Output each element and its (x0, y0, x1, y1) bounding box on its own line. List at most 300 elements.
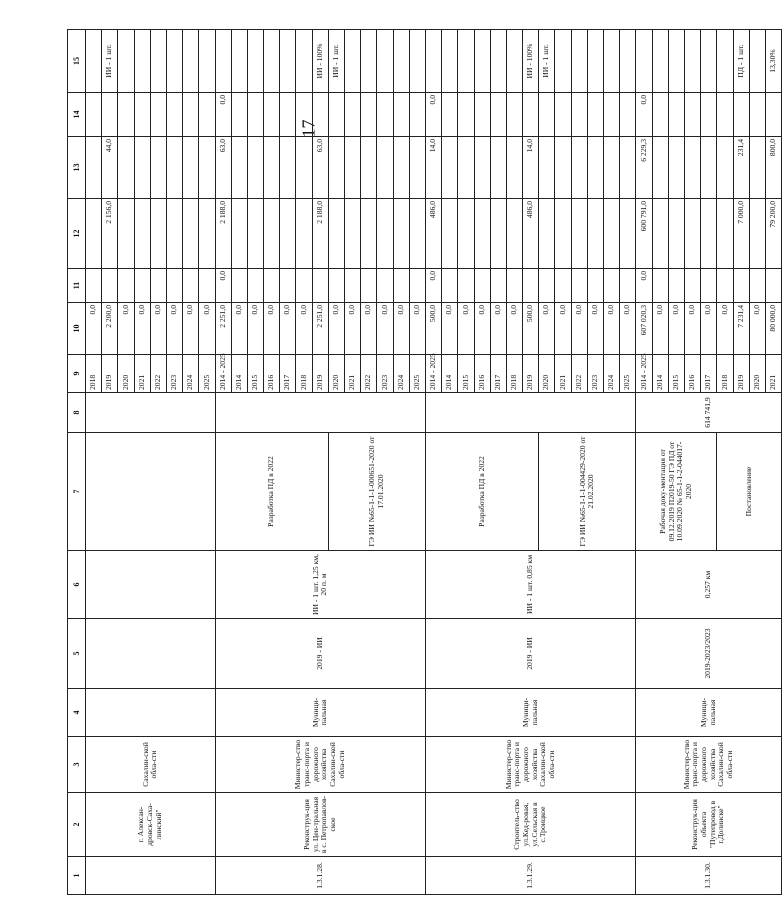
cell-col11 (442, 269, 458, 303)
cell-col14 (539, 93, 555, 137)
cell-year: 2015 (668, 355, 684, 393)
cell-col13 (377, 137, 393, 199)
cell-year: 2018 (506, 355, 522, 393)
cell-col11 (86, 269, 102, 303)
cell-col12 (668, 199, 684, 269)
cell-col11 (166, 269, 182, 303)
cell-col14 (749, 93, 765, 137)
cell-period: 2019 - ИИ (425, 619, 635, 689)
cell-item-number (86, 857, 216, 895)
cell-estimated-cost (215, 393, 425, 433)
cell-col13 (393, 137, 409, 199)
cell-expertise: Постановление (717, 433, 782, 551)
cell-col12 (328, 199, 344, 269)
cell-year: 2024 (604, 355, 620, 393)
cell-period: 2019-2023/2023 (636, 619, 782, 689)
cell-col14: 0,0 (636, 93, 652, 137)
cell-total: 2 200,0 (102, 303, 118, 355)
cell-year: 2014 - 2025 (636, 355, 652, 393)
cell-col12 (345, 199, 361, 269)
cell-total: 0,0 (118, 303, 134, 355)
cell-col14 (393, 93, 409, 137)
cell-year: 2023 (377, 355, 393, 393)
cell-year: 2024 (183, 355, 199, 393)
cell-col12 (587, 199, 603, 269)
cell-col13 (409, 137, 425, 199)
cell-customer: Министер-ство транс-порта и дорожного хозяйства Сахалин-ской обла-сти (425, 737, 635, 793)
cell-col12 (231, 199, 247, 269)
cell-estimated-cost (425, 393, 635, 433)
cell-col14 (199, 93, 215, 137)
cell-year: 2020 (749, 355, 765, 393)
cell-col11 (701, 269, 717, 303)
document-table-frame (67, 30, 778, 895)
cell-year: 2016 (684, 355, 700, 393)
cell-year: 2016 (474, 355, 490, 393)
cell-year: 2014 - 2025 (425, 355, 441, 393)
cell-col13 (361, 137, 377, 199)
cell-result (701, 30, 717, 93)
column-number-13: 13 (68, 137, 86, 199)
cell-col12 (474, 199, 490, 269)
cell-col12 (183, 199, 199, 269)
cell-col12 (409, 199, 425, 269)
cell-period: 2019 - ИИ (215, 619, 425, 689)
cell-col13 (620, 137, 636, 199)
cell-col12 (490, 199, 506, 269)
column-number-12: 12 (68, 199, 86, 269)
column-number-3: 3 (68, 737, 86, 793)
cell-col12 (296, 199, 312, 269)
cell-col11 (312, 269, 328, 303)
column-number-7: 7 (68, 433, 86, 551)
cell-year: 2016 (264, 355, 280, 393)
cell-col12 (604, 199, 620, 269)
cell-result (474, 30, 490, 93)
cell-col11 (555, 269, 571, 303)
cell-col14 (280, 93, 296, 137)
cell-col12 (555, 199, 571, 269)
cell-col14 (684, 93, 700, 137)
cell-col13 (490, 137, 506, 199)
cell-col13 (134, 137, 150, 199)
cell-col14 (474, 93, 490, 137)
cell-col14 (264, 93, 280, 137)
cell-year: 2014 (652, 355, 668, 393)
cell-year: 2019 (312, 355, 328, 393)
cell-col11 (102, 269, 118, 303)
cell-object-name: Реконструк-ция объекта "Путепровод в г.Долинске" (636, 793, 782, 857)
cell-object-name: Реконструк-ция ул. Цен-тральная в с. Петропавлов-ское (215, 793, 425, 857)
cell-total: 0,0 (749, 303, 765, 355)
cell-col14 (442, 93, 458, 137)
cell-year: 2021 (134, 355, 150, 393)
header-row (68, 30, 86, 895)
cell-col14 (506, 93, 522, 137)
cell-col13 (684, 137, 700, 199)
cell-col13 (587, 137, 603, 199)
cell-col13 (296, 137, 312, 199)
cell-col13 (150, 137, 166, 199)
cell-col12: 2 188,0 (215, 199, 231, 269)
cell-col11 (361, 269, 377, 303)
cell-year: 2025 (199, 355, 215, 393)
cell-col11 (733, 269, 749, 303)
cell-total: 0,0 (134, 303, 150, 355)
cell-col12 (458, 199, 474, 269)
cell-total: 0,0 (604, 303, 620, 355)
cell-col11 (296, 269, 312, 303)
cell-col14: 0,0 (215, 93, 231, 137)
column-number-5: 5 (68, 619, 86, 689)
cell-year: 2014 - 2025 (215, 355, 231, 393)
cell-result (393, 30, 409, 93)
cell-result: ИИ - 100% (312, 30, 328, 93)
cell-col14 (377, 93, 393, 137)
cell-col11 (183, 269, 199, 303)
cell-result (425, 30, 441, 93)
cell-col12 (684, 199, 700, 269)
cell-col13: 800,0 (765, 137, 781, 199)
cell-total: 0,0 (442, 303, 458, 355)
cell-col14 (409, 93, 425, 137)
cell-col14 (668, 93, 684, 137)
cell-total: 0,0 (166, 303, 182, 355)
cell-total: 0,0 (393, 303, 409, 355)
cell-col14 (701, 93, 717, 137)
cell-col12 (361, 199, 377, 269)
cell-customer: Сахалин-ской обла-сти (86, 737, 216, 793)
cell-col12: 600 791,0 (636, 199, 652, 269)
cell-total: 0,0 (280, 303, 296, 355)
cell-result (587, 30, 603, 93)
cell-total: 0,0 (458, 303, 474, 355)
cell-col14 (555, 93, 571, 137)
cell-col12 (150, 199, 166, 269)
cell-result (458, 30, 474, 93)
cell-col11 (264, 269, 280, 303)
cell-year: 2025 (620, 355, 636, 393)
cell-result (636, 30, 652, 93)
cell-total: 0,0 (86, 303, 102, 355)
cell-total: 0,0 (199, 303, 215, 355)
column-number-4: 4 (68, 689, 86, 737)
cell-col11: 0,0 (425, 269, 441, 303)
table-row (636, 30, 652, 895)
cell-col12 (118, 199, 134, 269)
cell-result (345, 30, 361, 93)
cell-col11 (280, 269, 296, 303)
cell-col12: 2 188,0 (312, 199, 328, 269)
cell-ownership: Муници-пальная (215, 689, 425, 737)
cell-result (490, 30, 506, 93)
cell-total: 0,0 (620, 303, 636, 355)
cell-year: 2022 (361, 355, 377, 393)
cell-total: 607 020,3 (636, 303, 652, 355)
cell-result (652, 30, 668, 93)
cell-col13: 231,4 (733, 137, 749, 199)
page-number: 17 (298, 119, 319, 138)
cell-ownership: Муници-пальная (636, 689, 782, 737)
cell-col13 (86, 137, 102, 199)
cell-col11 (377, 269, 393, 303)
cell-result (150, 30, 166, 93)
cell-col11 (231, 269, 247, 303)
cell-col13: 44,0 (102, 137, 118, 199)
cell-col13: 6 229,3 (636, 137, 652, 199)
cell-col13 (506, 137, 522, 199)
cell-col14 (523, 93, 539, 137)
cell-col13 (717, 137, 733, 199)
cell-col11 (620, 269, 636, 303)
cell-item-number: 1.3.1.30. (636, 857, 782, 895)
cell-year: 2017 (701, 355, 717, 393)
cell-col11 (409, 269, 425, 303)
cell-result (86, 30, 102, 93)
cell-col14 (733, 93, 749, 137)
cell-col13: 63,0 (312, 137, 328, 199)
cell-col12 (620, 199, 636, 269)
cell-total: 0,0 (668, 303, 684, 355)
cell-year: 2020 (118, 355, 134, 393)
cell-year: 2021 (555, 355, 571, 393)
cell-result: ИИ - 1 шт. (328, 30, 344, 93)
cell-year: 2015 (458, 355, 474, 393)
cell-result (166, 30, 182, 93)
cell-item-number: 1.3.1.28. (215, 857, 425, 895)
cell-year: 2025 (409, 355, 425, 393)
cell-col4 (86, 689, 216, 737)
cell-year: 2020 (539, 355, 555, 393)
cell-col13 (183, 137, 199, 199)
cell-result (199, 30, 215, 93)
cell-col12 (86, 199, 102, 269)
cell-total: 0,0 (474, 303, 490, 355)
column-number-6: 6 (68, 551, 86, 619)
cell-total: 0,0 (684, 303, 700, 355)
cell-col12: 486,0 (523, 199, 539, 269)
cell-total: 0,0 (701, 303, 717, 355)
column-number-10: 10 (68, 303, 86, 355)
cell-col12: 7 000,0 (733, 199, 749, 269)
cell-col13 (474, 137, 490, 199)
cell-col14 (118, 93, 134, 137)
cell-customer: Министер-ство транс-порта и дорожного хозяйства Сахалин-ской обла-сти (636, 737, 782, 793)
cell-col12 (166, 199, 182, 269)
cell-col13 (571, 137, 587, 199)
cell-col14 (345, 93, 361, 137)
cell-result (264, 30, 280, 93)
cell-col11 (345, 269, 361, 303)
cell-total: 0,0 (377, 303, 393, 355)
cell-total: 0,0 (264, 303, 280, 355)
cell-col11 (571, 269, 587, 303)
cell-col13 (555, 137, 571, 199)
cell-result (717, 30, 733, 93)
cell-total: 0,0 (150, 303, 166, 355)
cell-total: 0,0 (506, 303, 522, 355)
cell-col13 (280, 137, 296, 199)
cell-col11 (458, 269, 474, 303)
cell-estimated-cost: 614 741,9 (636, 393, 782, 433)
program-table (67, 29, 782, 895)
cell-year: 2022 (150, 355, 166, 393)
cell-col14 (604, 93, 620, 137)
cell-col11 (328, 269, 344, 303)
cell-total: 7 231,4 (733, 303, 749, 355)
cell-result (749, 30, 765, 93)
cell-col12 (701, 199, 717, 269)
cell-col12 (539, 199, 555, 269)
table-row (215, 30, 231, 895)
cell-capacity: ИИ - 1 шт. 1,25 км, 20 п. м (215, 551, 425, 619)
cell-col7 (86, 433, 216, 551)
cell-col12 (280, 199, 296, 269)
cell-col11 (393, 269, 409, 303)
cell-result (296, 30, 312, 93)
cell-year: 2019 (733, 355, 749, 393)
cell-col13 (701, 137, 717, 199)
cell-col14 (458, 93, 474, 137)
cell-result (442, 30, 458, 93)
cell-year: 2024 (393, 355, 409, 393)
cell-result (620, 30, 636, 93)
cell-year: 2021 (345, 355, 361, 393)
cell-col11: 0,0 (215, 269, 231, 303)
cell-result (377, 30, 393, 93)
cell-col13 (247, 137, 263, 199)
cell-year: 2017 (280, 355, 296, 393)
cell-col6 (86, 551, 216, 619)
cell-col12 (247, 199, 263, 269)
cell-result (571, 30, 587, 93)
cell-col13 (539, 137, 555, 199)
cell-item-number: 1.3.1.29. (425, 857, 635, 895)
cell-total: 0,0 (296, 303, 312, 355)
cell-col12 (442, 199, 458, 269)
cell-col11: 0,0 (636, 269, 652, 303)
cell-object-name: г. Алексан-дровск-Саха-линский" (86, 793, 216, 857)
rotated-table-wrapper (67, 30, 778, 895)
cell-col14 (587, 93, 603, 137)
cell-col13 (328, 137, 344, 199)
cell-col11 (247, 269, 263, 303)
cell-ownership: Муници-пальная (425, 689, 635, 737)
cell-total: 0,0 (587, 303, 603, 355)
cell-total: 0,0 (247, 303, 263, 355)
cell-col11 (604, 269, 620, 303)
cell-year: 2015 (247, 355, 263, 393)
cell-col13 (199, 137, 215, 199)
cell-result (604, 30, 620, 93)
column-number-9: 9 (68, 355, 86, 393)
cell-result: ИИ - 1 шт. (102, 30, 118, 93)
cell-col12 (393, 199, 409, 269)
cell-expertise: ГЭ ИИ №65-1-1-1-004429-2020 от 21.02.2020 (539, 433, 636, 551)
cell-result: 13,30% (765, 30, 781, 93)
cell-total: 0,0 (490, 303, 506, 355)
cell-result (231, 30, 247, 93)
cell-col12 (652, 199, 668, 269)
cell-col11 (199, 269, 215, 303)
cell-col8 (86, 393, 216, 433)
cell-result (668, 30, 684, 93)
cell-total: 0,0 (345, 303, 361, 355)
cell-col14 (86, 93, 102, 137)
cell-total: 0,0 (571, 303, 587, 355)
cell-result: ПД - 1 шт. (733, 30, 749, 93)
cell-col14 (717, 93, 733, 137)
cell-year: 2019 (523, 355, 539, 393)
cell-documentation: Разработка ПД в 2022 (215, 433, 328, 551)
cell-col11 (717, 269, 733, 303)
cell-col14 (361, 93, 377, 137)
cell-col12 (749, 199, 765, 269)
cell-col14 (166, 93, 182, 137)
cell-result (361, 30, 377, 93)
cell-customer: Министер-ство транс-порта и дорожного хозяйства Сахалин-ской обла-сти (215, 737, 425, 793)
cell-col12 (377, 199, 393, 269)
cell-total: 80 000,0 (765, 303, 781, 355)
cell-col14 (652, 93, 668, 137)
cell-col12 (571, 199, 587, 269)
cell-result: ИИ - 100% (523, 30, 539, 93)
column-number-8: 8 (68, 393, 86, 433)
cell-year: 2019 (102, 355, 118, 393)
cell-result (134, 30, 150, 93)
cell-total: 0,0 (361, 303, 377, 355)
cell-col12: 2 156,0 (102, 199, 118, 269)
cell-total: 0,0 (231, 303, 247, 355)
cell-total: 0,0 (409, 303, 425, 355)
cell-col13 (345, 137, 361, 199)
cell-year: 2014 (442, 355, 458, 393)
cell-col14 (765, 93, 781, 137)
cell-result (555, 30, 571, 93)
cell-result: ИИ - 1 шт. (539, 30, 555, 93)
cell-col13 (166, 137, 182, 199)
cell-total: 0,0 (555, 303, 571, 355)
cell-col11 (523, 269, 539, 303)
cell-col5 (86, 619, 216, 689)
table-row (425, 30, 441, 895)
cell-col14 (183, 93, 199, 137)
column-number-14: 14 (68, 93, 86, 137)
cell-col11 (684, 269, 700, 303)
cell-col14 (571, 93, 587, 137)
column-number-2: 2 (68, 793, 86, 857)
cell-year: 2023 (587, 355, 603, 393)
cell-year: 2022 (571, 355, 587, 393)
cell-result (280, 30, 296, 93)
cell-total: 0,0 (652, 303, 668, 355)
cell-col13: 14,0 (523, 137, 539, 199)
cell-col11 (474, 269, 490, 303)
cell-col12 (264, 199, 280, 269)
cell-total: 500,0 (425, 303, 441, 355)
cell-col12 (134, 199, 150, 269)
cell-total: 0,0 (183, 303, 199, 355)
cell-col11 (765, 269, 781, 303)
cell-total: 2 251,0 (215, 303, 231, 355)
cell-col14 (490, 93, 506, 137)
cell-result (183, 30, 199, 93)
cell-col11 (506, 269, 522, 303)
cell-result (118, 30, 134, 93)
cell-year: 2014 (231, 355, 247, 393)
cell-col12: 486,0 (425, 199, 441, 269)
cell-documentation: Рабочая доку-ментация от 09.12.2019 П2019-50 ГЭ ПД от 10.09.2020 № 65-1-1-2-044017-2020 (636, 433, 717, 551)
